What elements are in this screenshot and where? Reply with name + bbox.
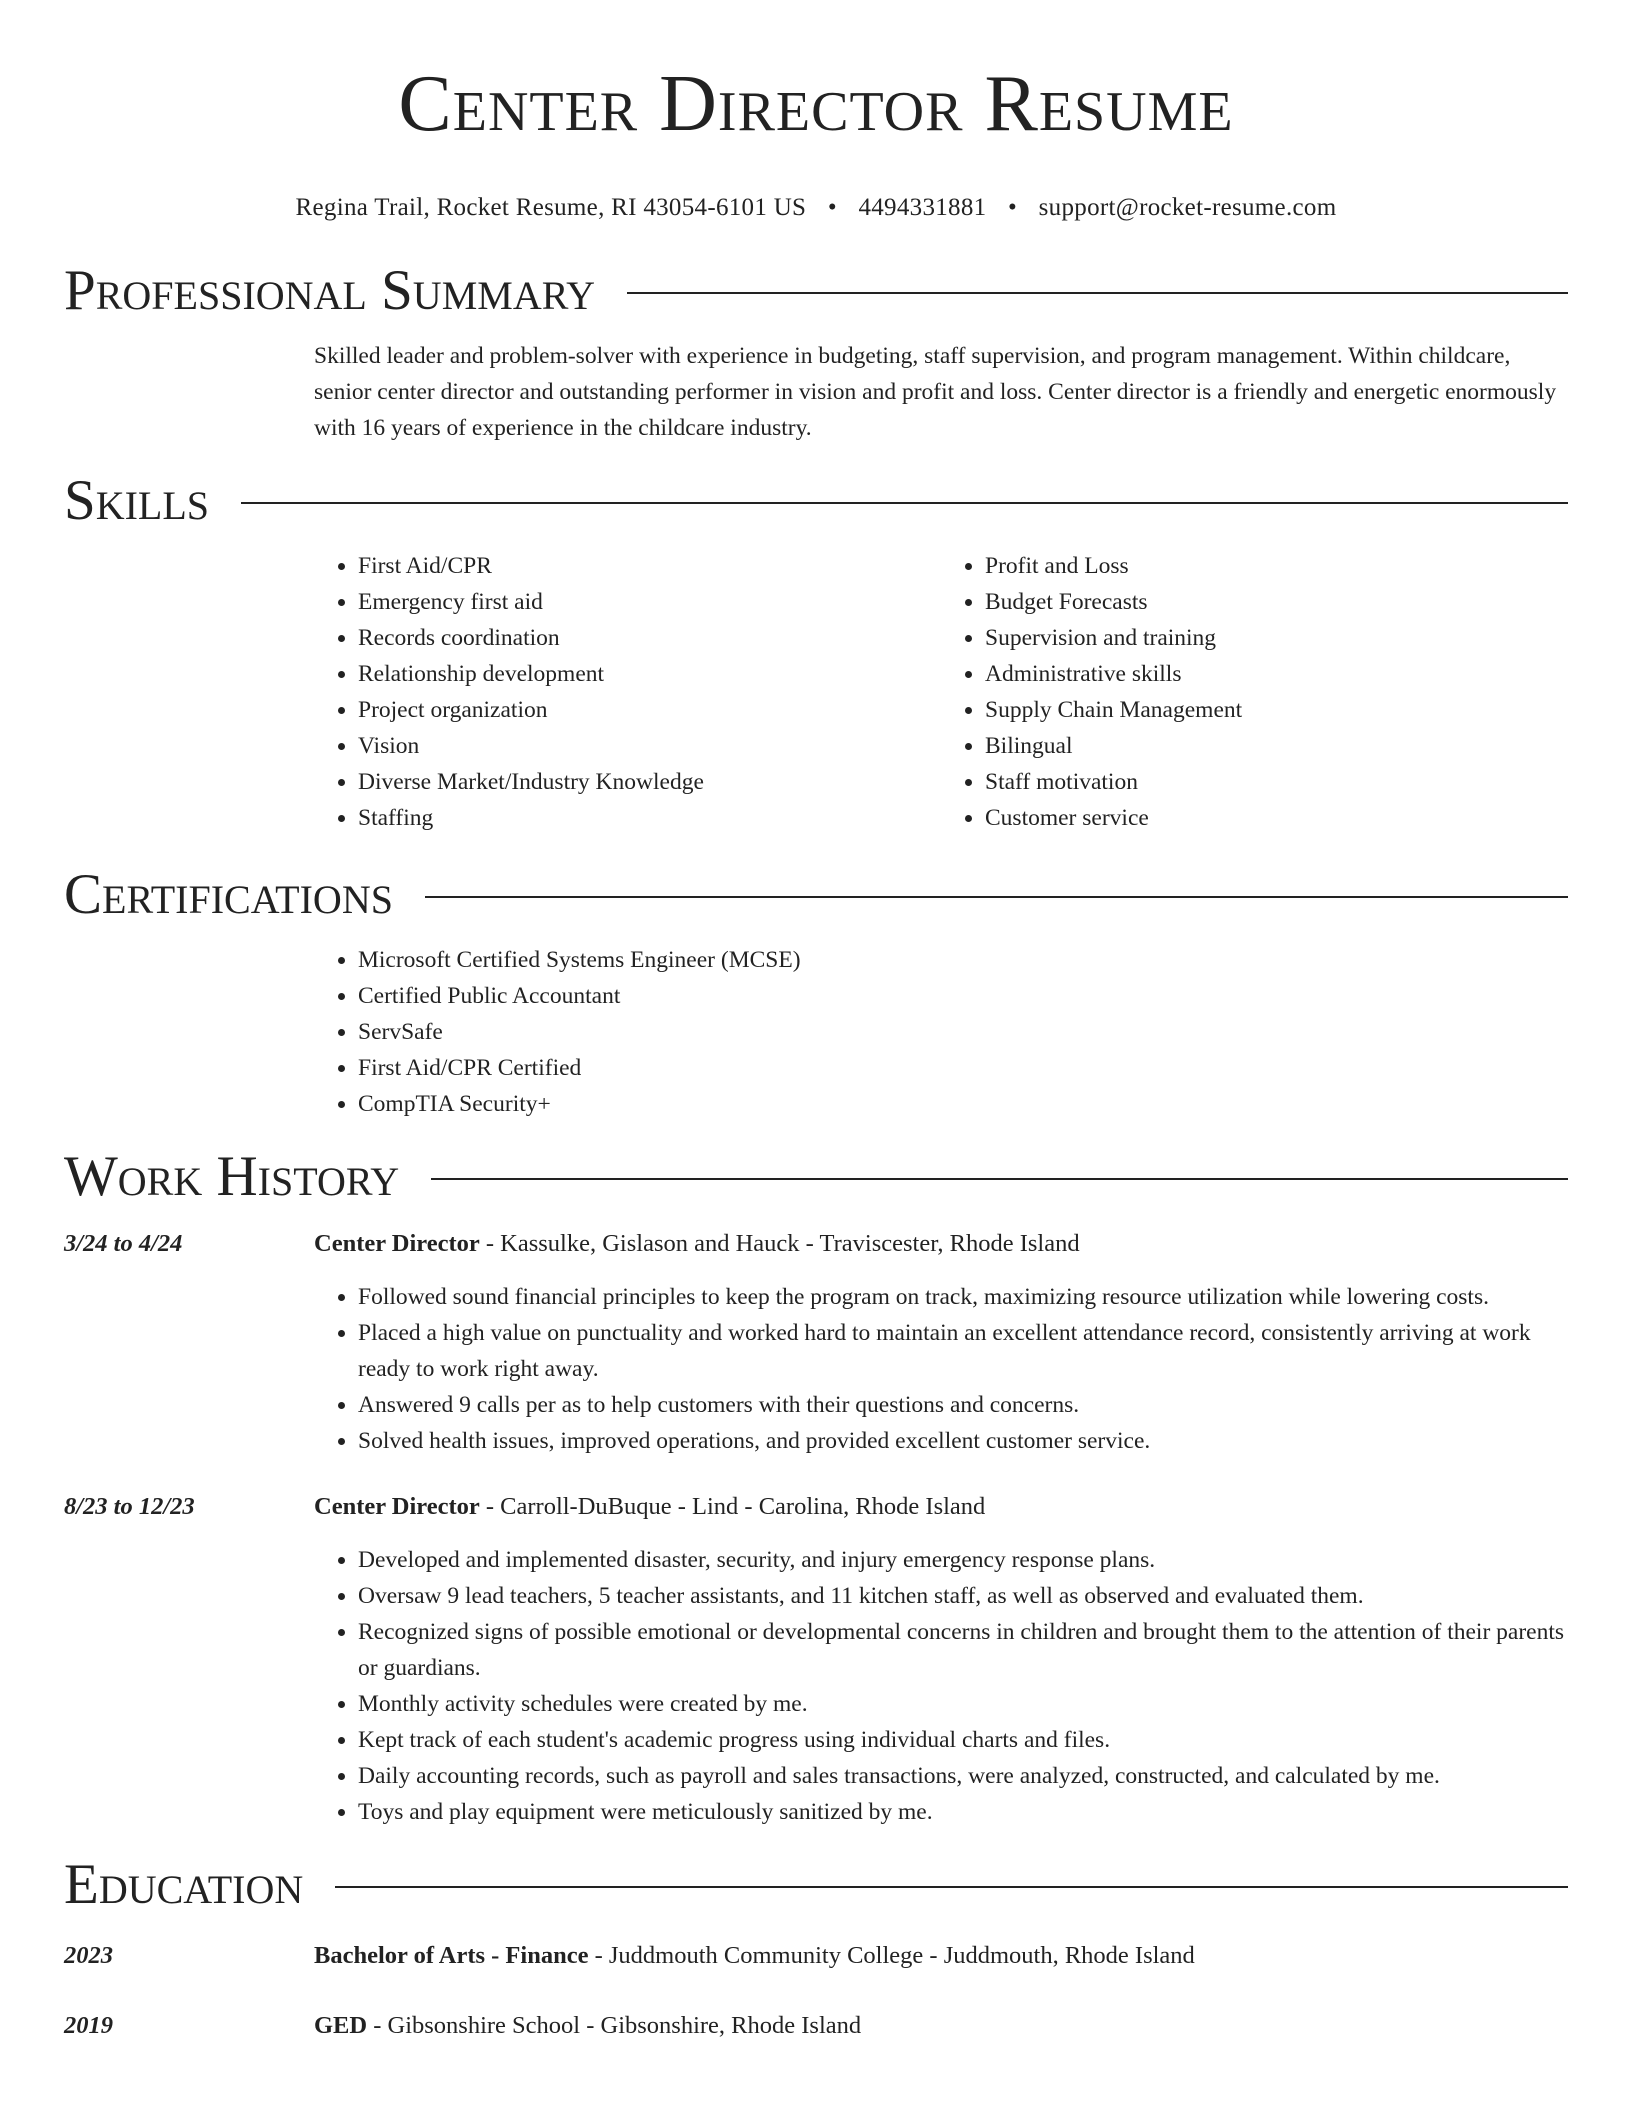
education-degree: Bachelor of Arts - Finance: [314, 1942, 589, 1969]
skills-section: [314, 548, 1568, 836]
job-header: [64, 1226, 1568, 1459]
job-employer: - Kassulke, Gislason and Hauck - Traviscester, Rhode Island: [479, 1230, 1080, 1257]
job-role: Center Director: [314, 1493, 480, 1520]
skill-item: • Staffing: [358, 800, 941, 836]
work-section-header: [64, 1144, 1568, 1210]
skill-item: • First Aid/CPR: [358, 548, 941, 584]
job-employer: - Carroll-DuBuque - Lind - Carolina, Rhode Island: [479, 1493, 986, 1520]
certification-item: • Certified Public Accountant: [358, 978, 1568, 1014]
duty-item: • Developed and implemented disaster, security, and injury emergency response plans.: [358, 1542, 1568, 1578]
skill-item: • Project organization: [358, 692, 941, 728]
skill-item: • Customer service: [985, 800, 1568, 836]
job-header: [64, 1489, 1568, 1830]
section-divider: [335, 1886, 1568, 1888]
skill-item: • Bilingual: [985, 728, 1568, 764]
summary-text: Skilled leader and problem-solver with experience in budgeting, staff supervision, and program management. Within childcare, senior center director and outstanding performer in vision and profit and loss. Center director is a friendly and energetic enormously with 16 years of experience in the childcare industry.: [314, 343, 1557, 441]
skill-item: • Emergency first aid: [358, 584, 941, 620]
education-section-header: [64, 1852, 1568, 1918]
skill-item: • Vision: [358, 728, 941, 764]
duty-item: • Monthly activity schedules were created by me.: [358, 1686, 1568, 1722]
skills-heading: Skills: [64, 469, 210, 532]
skill-item: • Staff motivation: [985, 764, 1568, 800]
education-school: - Gibsonshire School - Gibsonshire, Rhode Island: [367, 2012, 862, 2039]
certifications-list: [314, 942, 1568, 1122]
duty-item: • Toys and play equipment were meticulously sanitized by me.: [358, 1794, 1568, 1830]
summary-section-header: [64, 258, 1568, 324]
skill-item: • Supply Chain Management: [985, 692, 1568, 728]
contact-separator: •: [1008, 194, 1018, 221]
education-school: - Juddmouth Community College - Juddmouth, Rhode Island: [588, 1942, 1195, 1969]
education-entry: [64, 2008, 1568, 2044]
job-dates: 8/23 to 12/23: [64, 1493, 195, 1520]
summary-heading: Professional Summary: [64, 259, 596, 322]
education-heading: Education: [64, 1853, 304, 1916]
skill-item: • Budget Forecasts: [985, 584, 1568, 620]
contact-phone: 4494331881: [858, 194, 987, 221]
contact-line: [64, 192, 1568, 224]
job-duties: [314, 1279, 1568, 1459]
job-duties: [314, 1542, 1568, 1830]
duty-item: • Recognized signs of possible emotional or developmental concerns in children and brought them to the attention of their parents or guardians.: [358, 1614, 1568, 1686]
skills-list-right: [941, 548, 1568, 836]
skills-list-left: [314, 548, 941, 836]
certification-item: • CompTIA Security+: [358, 1086, 1568, 1122]
job-role: Center Director: [314, 1230, 480, 1257]
job-dates: 3/24 to 4/24: [64, 1230, 183, 1257]
job-entry: [64, 1226, 1568, 1459]
section-divider: [627, 292, 1568, 294]
duty-item: • Solved health issues, improved operations, and provided excellent customer service.: [358, 1423, 1568, 1459]
skill-item: • Administrative skills: [985, 656, 1568, 692]
certification-item: • ServSafe: [358, 1014, 1568, 1050]
education-line: [314, 1938, 1568, 1974]
duty-item: • Oversaw 9 lead teachers, 5 teacher assistants, and 11 kitchen staff, as well as observed and evaluated them.: [358, 1578, 1568, 1614]
job-title-line: [314, 1489, 1568, 1830]
certification-item: • Microsoft Certified Systems Engineer (MCSE): [358, 942, 1568, 978]
section-divider: [425, 896, 1568, 898]
certifications-section-header: [64, 862, 1568, 928]
contact-address: Regina Trail, Rocket Resume, RI 43054-6101 US: [295, 194, 807, 221]
education-entry: [64, 1938, 1568, 1974]
skill-item: • Diverse Market/Industry Knowledge: [358, 764, 941, 800]
education-year: 2019: [64, 2012, 113, 2039]
section-divider: [241, 502, 1568, 504]
duty-item: • Daily accounting records, such as payroll and sales transactions, were analyzed, constructed, and calculated by me.: [358, 1758, 1568, 1794]
certifications-heading: Certifications: [64, 863, 393, 926]
job-entry: [64, 1489, 1568, 1830]
certifications-section: [314, 942, 1568, 1122]
page-title: Center Director Resume: [398, 60, 1234, 148]
skill-item: • Supervision and training: [985, 620, 1568, 656]
certification-item: • First Aid/CPR Certified: [358, 1050, 1568, 1086]
skills-section-header: [64, 468, 1568, 534]
section-divider: [431, 1178, 1568, 1180]
skill-item: • Relationship development: [358, 656, 941, 692]
education-year: 2023: [64, 1942, 113, 1969]
skill-item: • Profit and Loss: [985, 548, 1568, 584]
duty-item: • Followed sound financial principles to keep the program on track, maximizing resource utilization while lowering costs.: [358, 1279, 1568, 1315]
contact-separator: •: [827, 194, 837, 221]
duty-item: • Answered 9 calls per as to help customers with their questions and concerns.: [358, 1387, 1568, 1423]
education-degree: GED: [314, 2012, 368, 2039]
education-line: [314, 2008, 1568, 2044]
skill-item: • Records coordination: [358, 620, 941, 656]
duty-item: • Kept track of each student's academic progress using individual charts and files.: [358, 1722, 1568, 1758]
job-title-line: [314, 1226, 1568, 1459]
contact-email: support@rocket-resume.com: [1038, 194, 1337, 221]
work-heading: Work History: [64, 1145, 400, 1208]
duty-item: • Placed a high value on punctuality and worked hard to maintain an excellent attendance record, consistently arriving at work ready to work right away.: [358, 1315, 1568, 1387]
summary-section: [314, 338, 1568, 446]
